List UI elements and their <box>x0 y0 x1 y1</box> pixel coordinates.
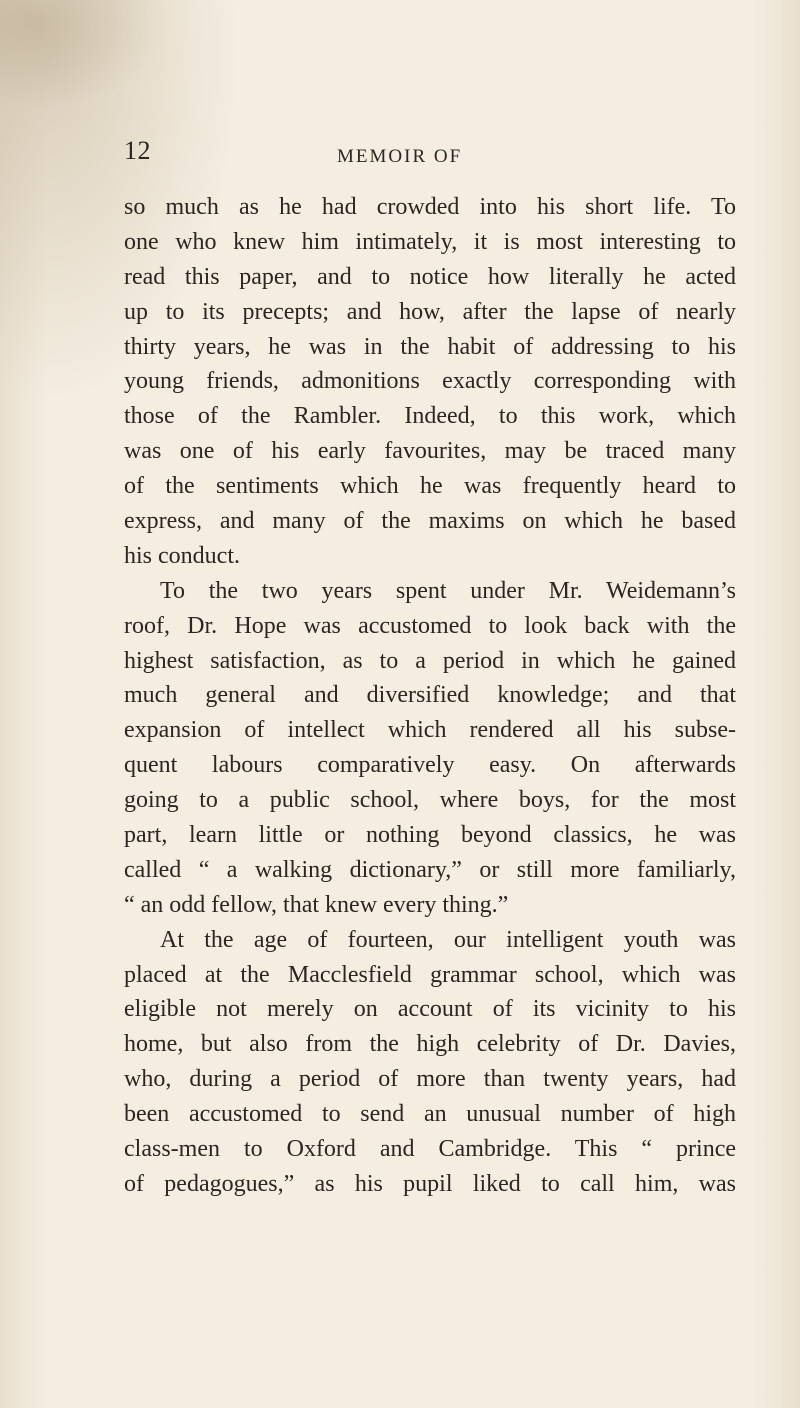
paper-stain <box>0 0 170 110</box>
text-line: roof, Dr. Hope was accustomed to look back with the <box>124 612 736 639</box>
text-line: eligible not merely on account of its vicinity to his <box>124 996 736 1023</box>
body-text <box>124 190 736 1202</box>
text-line: who, during a period of more than twenty years, had <box>124 1066 736 1093</box>
text-line: called “ a walking dictionary,” or still more familiarly, <box>124 856 736 883</box>
text-line: much general and diversified knowledge; and that <box>124 682 736 709</box>
page-number: 12 <box>124 136 151 165</box>
text-line: home, but also from the high celebrity of Dr. Davies, <box>124 1031 736 1058</box>
text-line: express, and many of the maxims on which he based <box>124 508 736 535</box>
text-line: placed at the Macclesfield grammar school, which was <box>124 961 736 988</box>
text-line: part, learn little or nothing beyond classics, he was <box>124 822 736 849</box>
text-line: those of the Rambler. Indeed, to this work, which <box>124 403 736 430</box>
text-line: up to its precepts; and how, after the lapse of nearly <box>124 298 736 325</box>
text-line: thirty years, he was in the habit of addressing to his <box>124 333 736 360</box>
text-line: so much as he had crowded into his short life. To <box>124 194 736 220</box>
text-line: his conduct. <box>124 542 240 569</box>
text-line: of pedagogues,” as his pupil liked to call him, was <box>124 1170 736 1197</box>
text-line: To the two years spent under Mr. Weidemann’s <box>160 577 736 604</box>
text-line: been accustomed to send an unusual number of high <box>124 1101 736 1128</box>
text-line: expansion of intellect which rendered all his subse- <box>124 717 736 744</box>
text-line: At the age of fourteen, our intelligent youth was <box>160 926 736 953</box>
text-line: one who knew him intimately, it is most interesting to <box>124 228 736 255</box>
text-line: was one of his early favourites, may be traced many <box>124 438 736 465</box>
text-line: quent labours comparatively easy. On afterwards <box>124 752 736 779</box>
text-line: class-men to Oxford and Cambridge. This “ prince <box>124 1136 736 1163</box>
text-line: of the sentiments which he was frequently heard to <box>124 473 736 500</box>
running-head: MEMOIR OF <box>337 146 463 167</box>
text-line: young friends, admonitions exactly corresponding with <box>124 368 736 395</box>
text-line: read this paper, and to notice how literally he acted <box>124 263 736 290</box>
text-line: “ an odd fellow, that knew every thing.” <box>124 891 509 918</box>
text-line: highest satisfaction, as to a period in which he gained <box>124 647 736 674</box>
text-line: going to a public school, where boys, for the most <box>124 787 736 814</box>
